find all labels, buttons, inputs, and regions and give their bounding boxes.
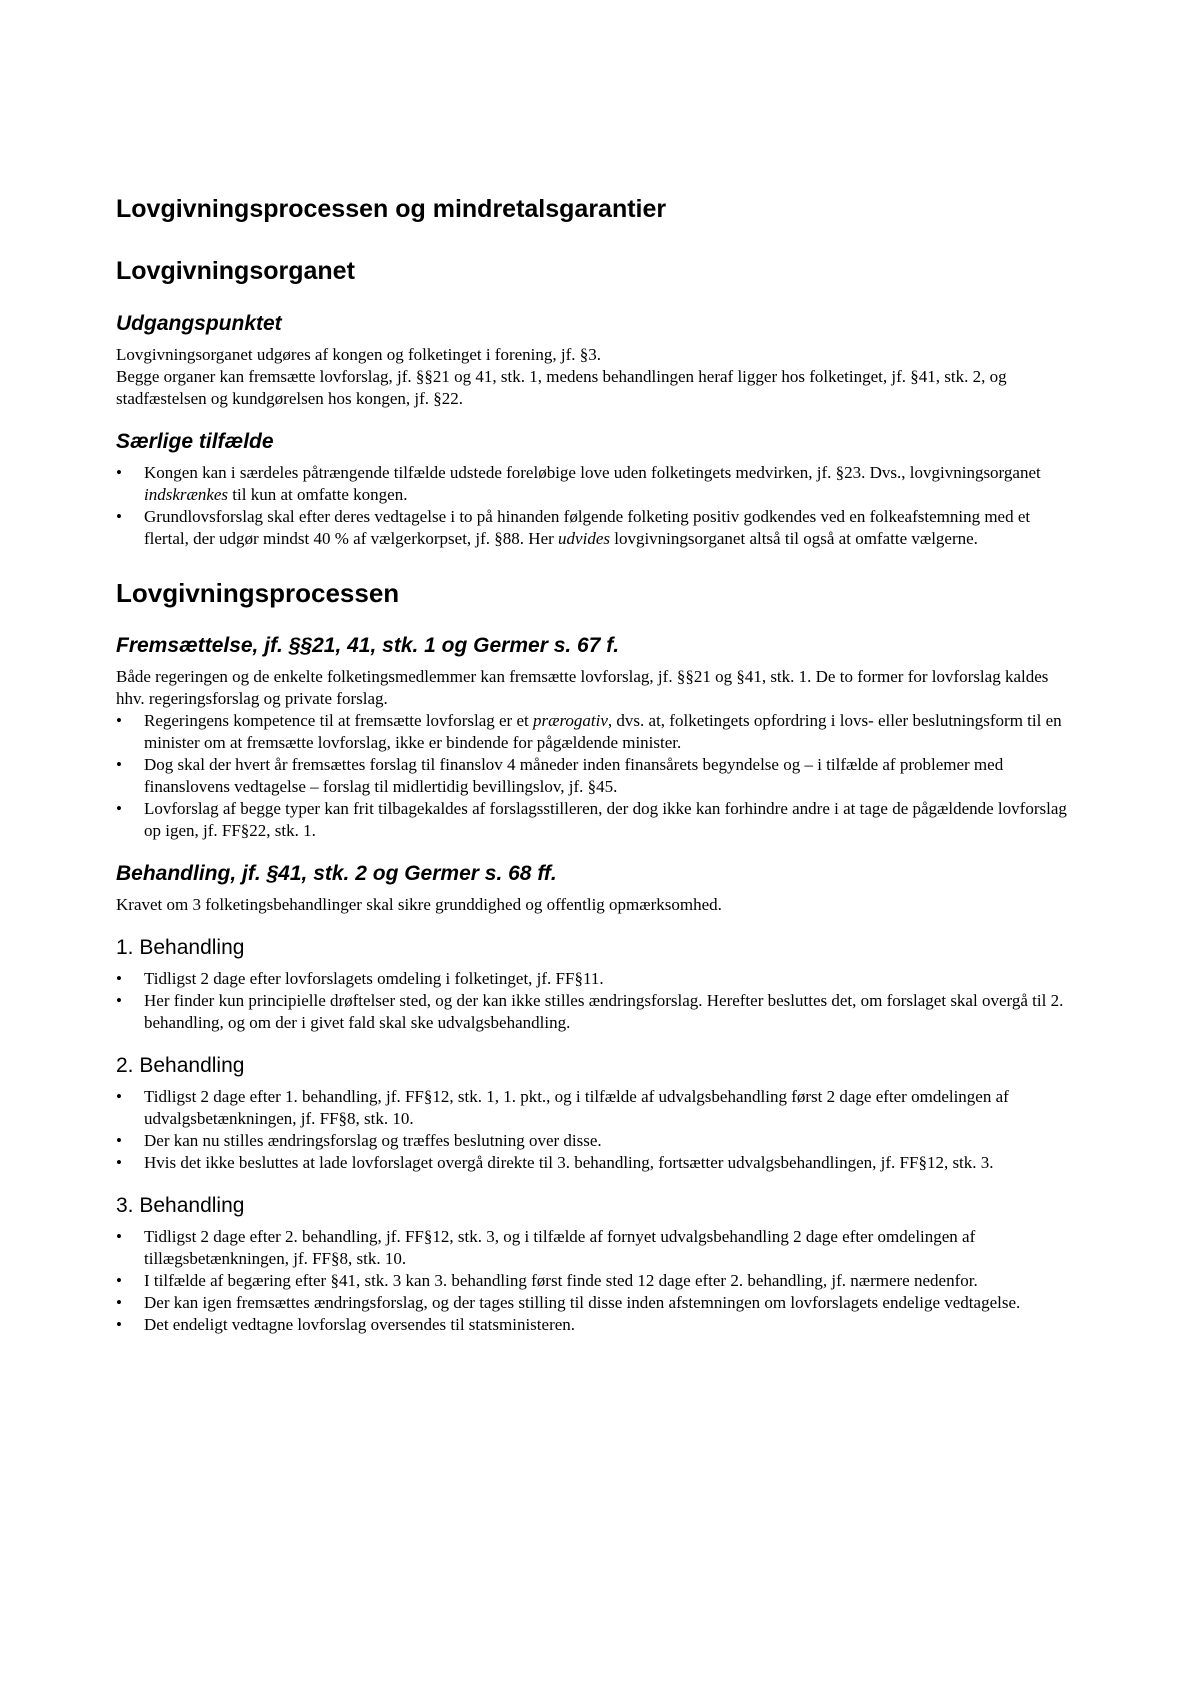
document-title: Lovgivningsprocessen og mindretalsgarantier <box>116 195 667 223</box>
list-item: • Der kan nu stilles ændringsforslag og træffes beslutning over disse. <box>116 1131 602 1150</box>
list-item: • Regeringens kompetence til at fremsætte lovforslag er et prærogativ, dvs. at, folketingets opfordring i lovs- eller beslutningsform til en minister om at fremsætte lovforslag, ikke er bindende for pågældende minister. <box>116 711 1062 752</box>
paragraph: Begge organer kan fremsætte lovforslag, jf. §§21 og 41, stk. 1, medens behandlingen heraf ligger hos folketinget, jf. §41, stk. 2, og stadfæstelsen og kundgørelsen hos kongen, jf. §22. <box>116 367 1007 408</box>
bullet-list <box>116 462 1076 550</box>
bullet-icon: • <box>116 991 122 1010</box>
heading-3-behandling: 3. Behandling <box>116 1194 245 1217</box>
bullet-icon: • <box>116 463 122 482</box>
document-page <box>116 192 1076 1336</box>
bullet-list <box>116 1226 1076 1336</box>
paragraph: Kravet om 3 folketingsbehandlinger skal sikre grunddighed og offentlig opmærksomhed. <box>116 895 722 914</box>
list-item: • Det endeligt vedtagne lovforslag oversendes til statsministeren. <box>116 1315 576 1334</box>
bullet-icon: • <box>116 1227 122 1246</box>
bullet-icon: • <box>116 1315 122 1334</box>
list-item: • Grundlovsforslag skal efter deres vedtagelse i to på hinanden følgende folketing positiv godkendes ved en folkeafstemning med et flertal, der udgør mindst 40 % af vælgerkorpset, jf. §88. Her udvides lovgivningsorganet altså til også at omfatte vælgerne. <box>116 507 1031 548</box>
list-item: • Her finder kun principielle drøftelser sted, og der kan ikke stilles ændringsforslag. Herefter besluttes det, om forslaget skal overgå til 2. behandling, og om der i givet fald skal ske udvalgsbehandling. <box>116 991 1064 1032</box>
heading-behandling: Behandling, jf. §41, stk. 2 og Germer s. 68 ff. <box>116 862 557 885</box>
list-item: • Lovforslag af begge typer kan frit tilbagekaldes af forslagsstilleren, der dog ikke kan forhindre andre i at tage de pågældende lovforslag op igen, jf. FF§22, stk. 1. <box>116 799 1067 840</box>
bullet-icon: • <box>116 755 122 774</box>
heading-saerlige-tilfaelde: Særlige tilfælde <box>116 430 274 453</box>
list-item: • I tilfælde af begæring efter §41, stk. 3 kan 3. behandling først finde sted 12 dage efter 2. behandling, jf. nærmere nedenfor. <box>116 1271 978 1290</box>
list-item: • Tidligst 2 dage efter 2. behandling, jf. FF§12, stk. 3, og i tilfælde af fornyet udvalgsbehandling 2 dage efter omdelingen af tillægsbetænkningen, jf. FF§8, stk. 10. <box>116 1227 976 1268</box>
heading-2-behandling: 2. Behandling <box>116 1054 245 1077</box>
bullet-list <box>116 1086 1076 1174</box>
bullet-icon: • <box>116 1131 122 1150</box>
list-item: • Kongen kan i særdeles påtrængende tilfælde udstede foreløbige love uden folketingets medvirken, jf. §23. Dvs., lovgivningsorganet indskrænkes til kun at omfatte kongen. <box>116 463 1041 504</box>
bullet-icon: • <box>116 969 122 988</box>
bullet-icon: • <box>116 507 122 526</box>
bullet-icon: • <box>116 799 122 818</box>
bullet-list <box>116 710 1076 842</box>
list-item: • Hvis det ikke besluttes at lade lovforslaget overgå direkte til 3. behandling, fortsætter udvalgsbehandlingen, jf. FF§12, stk. 3. <box>116 1153 994 1172</box>
bullet-icon: • <box>116 711 122 730</box>
heading-fremsaettelse: Fremsættelse, jf. §§21, 41, stk. 1 og Germer s. 67 f. <box>116 634 620 657</box>
bullet-list <box>116 968 1076 1034</box>
list-item: • Der kan igen fremsættes ændringsforslag, og der tages stilling til disse inden afstemningen om lovforslagets endelige vedtagelse. <box>116 1293 1021 1312</box>
paragraph: Både regeringen og de enkelte folketingsmedlemmer kan fremsætte lovforslag, jf. §§21 og §41, stk. 1. De to former for lovforslag kaldes hhv. regeringsforslag og private forslag. <box>116 667 1049 708</box>
paragraph: Lovgivningsorganet udgøres af kongen og folketinget i forening, jf. §3. <box>116 345 602 364</box>
heading-udgangspunktet: Udgangspunktet <box>116 312 282 335</box>
heading-lovgivningsorganet: Lovgivningsorganet <box>116 257 355 285</box>
list-item: • Tidligst 2 dage efter 1. behandling, jf. FF§12, stk. 1, 1. pkt., og i tilfælde af udvalgsbehandling først 2 dage efter omdelingen af udvalgsbetænkningen, jf. FF§8, stk. 10. <box>116 1087 1009 1128</box>
bullet-icon: • <box>116 1271 122 1290</box>
heading-1-behandling: 1. Behandling <box>116 936 245 959</box>
bullet-icon: • <box>116 1087 122 1106</box>
bullet-icon: • <box>116 1293 122 1312</box>
bullet-icon: • <box>116 1153 122 1172</box>
list-item: • Tidligst 2 dage efter lovforslagets omdeling i folketinget, jf. FF§11. <box>116 969 604 988</box>
list-item: • Dog skal der hvert år fremsættes forslag til finanslov 4 måneder inden finansårets begyndelse og – i tilfælde af problemer med finanslovens vedtagelse – forslag til midlertidig bevillingslov, jf. §45. <box>116 755 1004 796</box>
heading-lovgivningsprocessen: Lovgivningsprocessen <box>116 578 400 608</box>
